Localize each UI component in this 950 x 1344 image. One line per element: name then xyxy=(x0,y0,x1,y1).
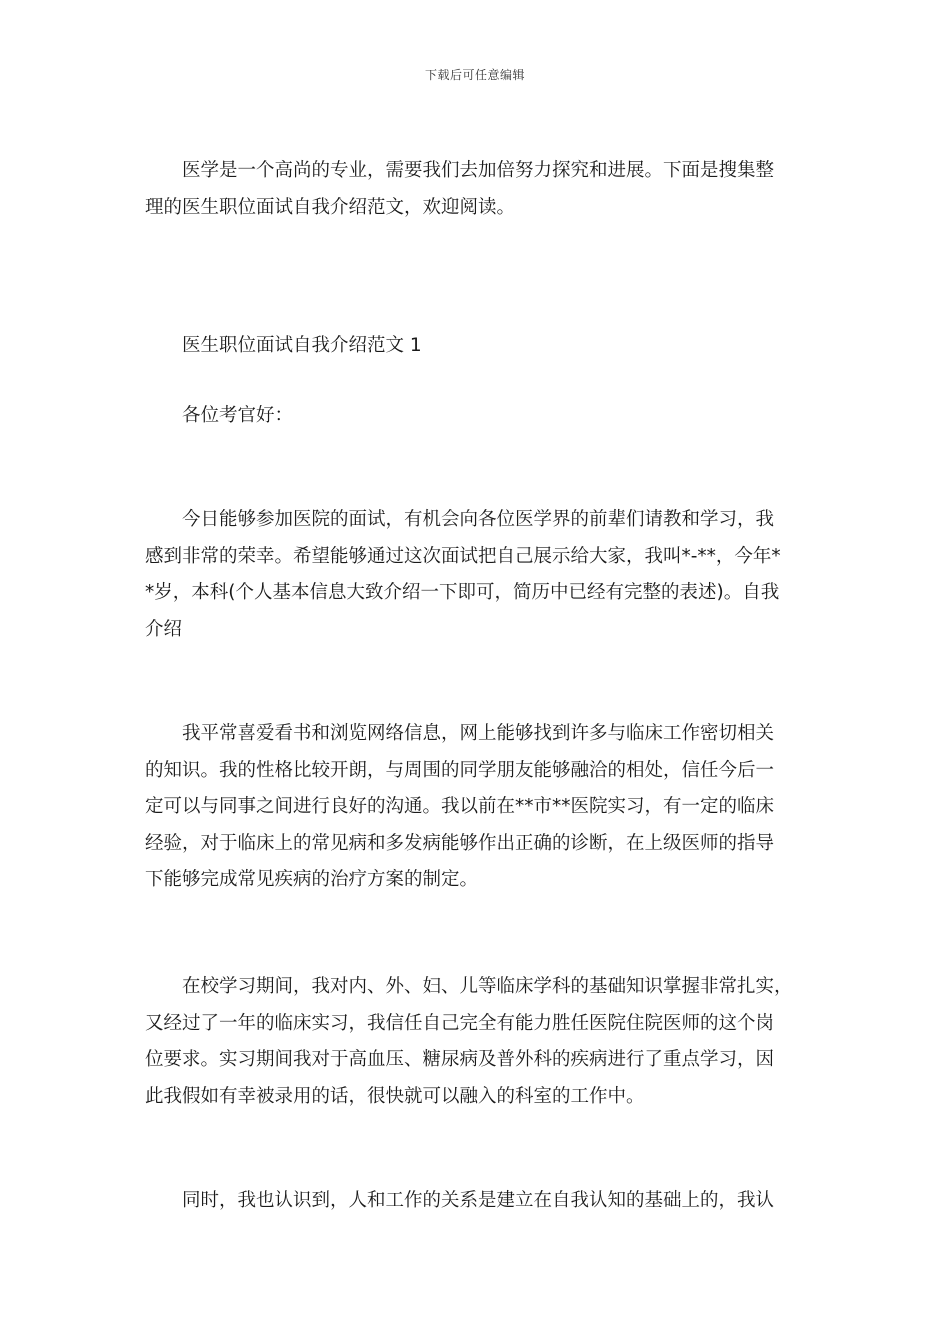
text-line: 的知识。我的性格比较开朗，与周围的同学朋友能够融洽的相处，信任今后一 xyxy=(145,759,775,781)
text-line: 在校学习期间，我对内、外、妇、儿等临床学科的基础知识掌握非常扎实， xyxy=(182,976,793,997)
text-line: 位要求。实习期间我对于高血压、糖尿病及普外科的疾病进行了重点学习，因 xyxy=(145,1049,775,1070)
text-line: 今日能够参加医院的面试，有机会向各位医学界的前辈们请教和学习，我 xyxy=(182,509,775,530)
text-line: 理的医生职位面试自我介绍范文，欢迎阅读。 xyxy=(145,196,516,218)
text-line: 下能够完成常见疾病的治疗方案的制定。 xyxy=(145,869,479,890)
section-heading xyxy=(145,328,810,365)
intro-paragraph xyxy=(145,153,810,226)
text-line: 各位考官好： xyxy=(182,405,294,426)
text-line: 医学是一个高尚的专业，需要我们去加倍努力探究和进展。下面是搜集整 xyxy=(182,160,775,181)
text-line: 定可以与同事之间进行良好的沟通。我以前在**市**医院实习，有一定的临床 xyxy=(145,796,775,817)
text-line: 经验，对于临床上的常见病和多发病能够作出正确的诊断，在上级医师的指导 xyxy=(145,832,775,854)
page-header: 下载后可任意编辑 xyxy=(424,68,525,82)
text-line: 此我假如有幸被录用的话，很快就可以融入的科室的工作中。 xyxy=(145,1085,645,1107)
body-paragraph xyxy=(145,716,810,899)
greeting-paragraph xyxy=(145,398,810,435)
body-paragraph xyxy=(145,502,810,648)
text-line: 介绍 xyxy=(145,618,183,640)
body-paragraph xyxy=(145,969,810,1115)
text-line: 又经过了一年的临床实习，我信任自己完全有能力胜任医院住院医师的这个岗 xyxy=(145,1012,775,1034)
text-line: *岁，本科(个人基本信息大致介绍一下即可，简历中已经有完整的表述)。自我 xyxy=(145,582,780,603)
text-line: 医生职位面试自我介绍范文 1 xyxy=(182,335,422,356)
text-line: 同时，我也认识到，人和工作的关系是建立在自我认知的基础上的，我认 xyxy=(182,1190,775,1211)
text-line: 我平常喜爱看书和浏览网络信息，网上能够找到许多与临床工作密切相关 xyxy=(182,723,775,744)
body-paragraph xyxy=(145,1183,810,1220)
text-line: 感到非常的荣幸。希望能够通过这次面试把自己展示给大家，我叫*-**，今年* xyxy=(145,545,781,567)
